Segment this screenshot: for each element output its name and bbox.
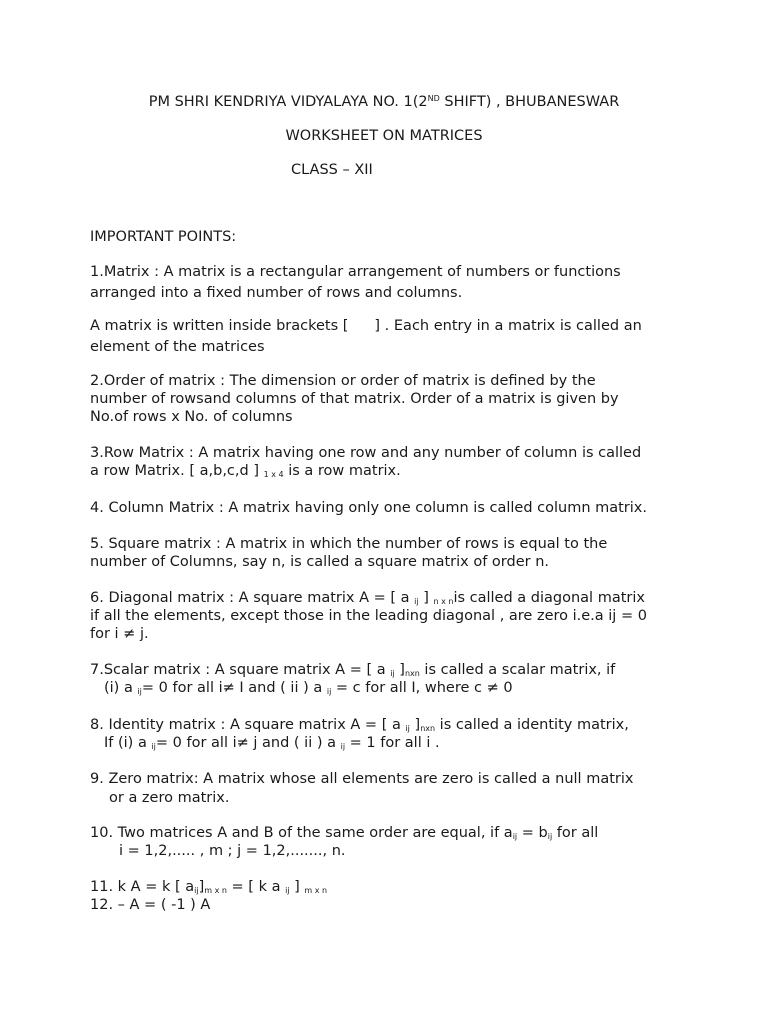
point-9-line-1: 9. Zero matrix: A matrix whose all elements are zero is called a null matrix [90, 771, 634, 787]
point-9-line-2: or a zero matrix. [109, 790, 230, 806]
point-1-line-1: 1.Matrix : A matrix is a rectangular arrangement of numbers or functions [90, 264, 621, 280]
point-5-line-2: number of Columns, say n, is called a square matrix of order n. [90, 554, 550, 570]
school-name: PM SHRI KENDRIYA VIDYALAYA NO. 1(2ND SHIFT) , BHUBANESWAR [148, 94, 620, 110]
point-2-line-1: 2.Order of matrix : The dimension or order of matrix is defined by the [90, 373, 596, 389]
point-7-line-1: 7.Scalar matrix : A square matrix A = [ a $_{ij}$ ]$_{nxn}$ is called a scalar matrix, if [90, 662, 616, 678]
section-heading: IMPORTANT POINTS: [90, 229, 237, 245]
point-6-line-2: if all the elements, except those in the leading diagonal , are zero i.e.a ij = 0 [90, 608, 647, 624]
point-12-line-1: 12. – A = ( -1 ) A [90, 897, 211, 913]
point-7-line-2: (i) a $_{ij}$= 0 for all i≠ I and ( ii ) a $_{ij}$ = c for all I, where c ≠ 0 [104, 680, 513, 696]
point-6-line-1: 6. Diagonal matrix : A square matrix A = [ a $_{ij}$ ] $_{n x n}$is called a diagonal matrix [90, 590, 645, 606]
point-10-line-2: i = 1,2,..... , m ; j = 1,2,......., n. [119, 843, 346, 859]
point-2-line-3: No.of rows x No. of columns [90, 409, 293, 425]
point-8-line-2: If (i) a $_{ij}$= 0 for all i≠ j and ( ii ) a $_{ij}$ = 1 for all i . [104, 735, 440, 751]
point-1-line-2: arranged into a fixed number of rows and columns. [90, 285, 463, 301]
point-8-line-1: 8. Identity matrix : A square matrix A = [ a $_{ij}$ ]$_{nxn}$ is called a identity matrix, [90, 717, 629, 733]
class-label: CLASS – XII [291, 162, 373, 178]
point-2-line-2: number of rowsand columns of that matrix. Order of a matrix is given by [90, 391, 619, 407]
point-11-line-1: 11. k A = k [ $a_{ij}]_{m x n}$ = [ k a $_{ij}$ ] $_{m x n}$ [90, 879, 328, 895]
point-10-line-1: 10. Two matrices A and B of the same order are equal, if $a_{ij} = b_{ij}$ for all [90, 825, 599, 841]
point-3-line-1: 3.Row Matrix : A matrix having one row and any number of column is called [90, 445, 642, 461]
point-4-line-1: 4. Column Matrix : A matrix having only one column is called column matrix. [90, 500, 647, 516]
point-6-line-3: for i ≠ j. [90, 626, 149, 642]
point-1-line-4: element of the matrices [90, 339, 265, 355]
point-5-line-1: 5. Square matrix : A matrix in which the number of rows is equal to the [90, 536, 608, 552]
point-3-line-2: a row Matrix. [ a,b,c,d ] $_{1 x 4}$ is a row matrix. [90, 463, 401, 479]
worksheet-title: WORKSHEET ON MATRICES [285, 128, 483, 144]
point-1-line-3: A matrix is written inside brackets [ ] . Each entry in a matrix is called an [90, 318, 642, 334]
